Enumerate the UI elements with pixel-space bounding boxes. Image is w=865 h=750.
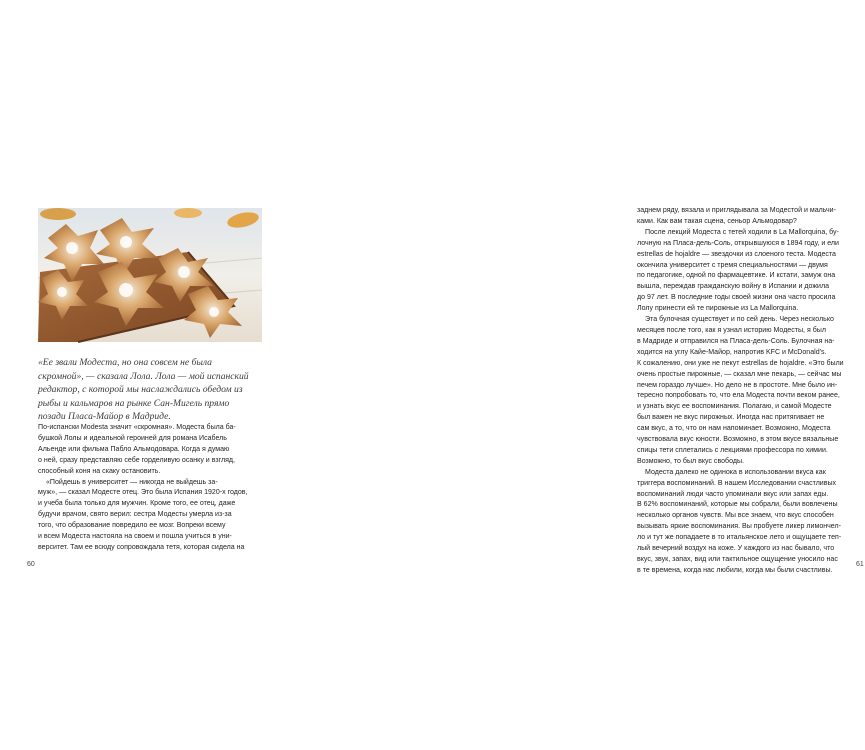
caption-line: редактор, с которой мы наслаждались обедом из	[38, 384, 243, 396]
body-line: в Мадриде и отправился на Пласа-дель-Соль. Булочная на-	[637, 337, 835, 345]
page-number-left: 60	[27, 561, 35, 568]
body-line: спицы тети сплетались с лекциями профессора по химии.	[637, 446, 828, 454]
body-line: триггера воспоминаний. В нашем Исследовании счастливых	[637, 479, 837, 487]
body-line: estrellas de hojaldre — звездочки из слоеного теста. Модеста	[637, 250, 836, 258]
right-body-text	[637, 206, 865, 577]
body-line: несколько органов чувств. Мы все знаем, что вкус способен	[637, 512, 834, 520]
body-line: муж», — сказал Модесте отец. Это была Испания 1920-х годов,	[38, 489, 248, 497]
left-body-text	[38, 423, 264, 554]
body-line: месяцев после того, как я узнал историю Модесты, я был	[637, 326, 826, 334]
body-line: сам вкус, а то, что он нам напоминает. Возможно, Модеста	[637, 425, 831, 433]
body-line: способный коня на скаку остановить.	[38, 467, 161, 475]
body-line: печем гораздо лучше». Но дело не в простоте. Мне было ин-	[637, 381, 838, 389]
body-line: лочную на Пласа-дель-Соль, открывшуюся в 1894 году, и ели	[637, 239, 839, 247]
body-line: По-испански Modesta значит «скромная». Модеста была ба-	[38, 424, 236, 431]
caption-line: позади Пласа-Майор в Мадриде.	[38, 411, 171, 423]
body-line: и всем Модеста настояла на своем и пошла учиться в уни-	[38, 533, 232, 541]
right-page	[300, 0, 864, 750]
caption-line: рыбы и кальмаров на рынке Сан-Мигель прямо	[38, 397, 230, 409]
body-line: чувствовала вкус юности. Возможно, в этом вкусе вязальные	[637, 436, 839, 444]
stars-pastry-photo	[38, 208, 262, 342]
body-line: тересно попробовать то, что ела Модеста почти веком ранее,	[637, 392, 840, 400]
body-line: лый вечерний воздух на коже. У каждого из нас бывало, что	[637, 545, 835, 553]
caption-line: «Ее звали Модеста, но она совсем не была	[38, 357, 212, 368]
body-line: К сожалению, они уже не пекут estrellas de hojaldre. «Это были	[637, 359, 844, 367]
page-number-right: 61	[856, 561, 864, 568]
body-line: воспоминаний люди часто упоминали вкус или запах еды.	[637, 490, 829, 498]
body-line: «Пойдешь в университет — никогда не выйдешь за-	[46, 478, 218, 486]
body-line: Альенде или фильма Пабло Альмодовара. Когда я думаю	[38, 445, 230, 453]
body-line: и учеба была только для мужчин. Кроме того, ее отец, даже	[38, 500, 236, 508]
body-line: верситет. Там ее всюду сопровождала тетя, которая сидела на	[38, 543, 245, 551]
body-line: о ней, сразу представляю себе горделивую осанку и взгляд,	[38, 456, 235, 464]
body-line: окончила университет с тремя специальностями — двумя	[637, 261, 828, 269]
body-line: был важен не вкус пирожных. Иногда нас притягивает не	[637, 414, 825, 422]
body-line: вкус, звук, запах, вид или тактильное ощущение уносило нас	[637, 556, 838, 563]
body-line: и узнать вкус ее воспоминания. Полагаю, и самой Модесте	[637, 403, 832, 411]
body-line: Эта булочная существует и по сей день. Через несколько	[645, 316, 834, 324]
body-line: ло и тут же попадаете в то итальянское лето и ощущаете теп-	[637, 534, 842, 542]
body-line: будучи врачом, свято верил: сестра Модесты умерла из-за	[38, 511, 232, 519]
body-line: вызывать яркие воспоминания. Вы пробуете ликер лимончел-	[637, 523, 841, 531]
body-line: ками. Как вам такая сцена, сеньор Альмодовар?	[637, 217, 797, 225]
body-line: Возможно, то был вкус свободы.	[637, 457, 744, 465]
body-line: ходится на углу Кайе-Майор, напротив KFC и McDonald's.	[637, 348, 827, 356]
body-line: до 97 лет. В последние годы своей жизни она часто просила	[637, 294, 836, 302]
body-line: В 62% воспоминаний, которые мы собрали, были вовлечены	[637, 501, 838, 509]
body-line: бушкой Лолы и идеальной героиней для романа Исабель	[38, 434, 227, 442]
body-line: очень простые пирожные, — сказал мне пекарь, — сейчас мы	[637, 370, 842, 378]
left-page	[0, 0, 300, 750]
body-line: заднем ряду, вязала и приглядывала за Модестой и мальчи-	[637, 207, 836, 214]
body-line: по педагогике, одной по фармацевтике. И кстати, замуж она	[637, 272, 836, 280]
photo-caption	[38, 356, 263, 424]
body-line: После лекций Модеста с тетей ходили в La Mallorquina, бу-	[645, 228, 839, 236]
body-line: вышла, переждав гражданскую войну в Испании и дожила	[637, 283, 830, 291]
body-line: Модеста далеко не одинока в использовании вкуса как	[645, 468, 826, 476]
body-line: того, что образование повредило ее мозг. Вопреки всему	[38, 522, 226, 530]
body-line: Лолу принести ей те пирожные из La Mallorquina.	[637, 305, 799, 313]
caption-line: скромной», — сказала Лола. Лола — мой испанский	[38, 370, 249, 382]
body-line: в те времена, когда нас любили, когда мы были счастливы.	[637, 566, 833, 574]
